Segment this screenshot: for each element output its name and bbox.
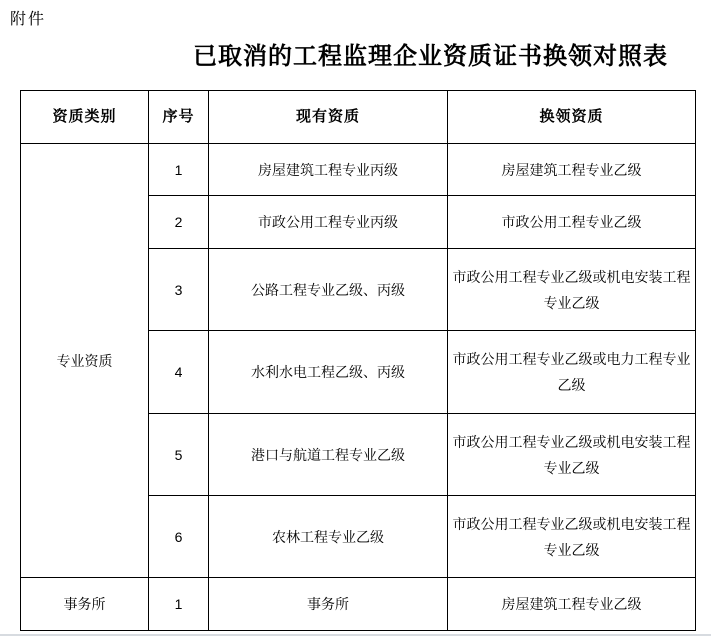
cell-seq: 5 — [149, 414, 209, 496]
cell-current: 水利水电工程乙级、丙级 — [209, 331, 448, 414]
header-cell-seq: 序号 — [149, 91, 209, 144]
attachment-label: 附件 — [10, 11, 47, 28]
category-cell-professional: 专业资质 — [21, 144, 149, 578]
cell-current: 房屋建筑工程专业丙级 — [209, 144, 448, 196]
cell-replacement: 房屋建筑工程专业乙级 — [448, 578, 696, 631]
cell-current: 港口与航道工程专业乙级 — [209, 414, 448, 496]
page-title: 已取消的工程监理企业资质证书换领对照表 — [193, 43, 668, 70]
cell-replacement: 市政公用工程专业乙级或电力工程专业乙级 — [448, 331, 696, 414]
cell-seq: 1 — [149, 144, 209, 196]
cell-seq: 4 — [149, 331, 209, 414]
cell-replacement: 市政公用工程专业乙级或机电安装工程专业乙级 — [448, 249, 696, 331]
cell-replacement: 市政公用工程专业乙级或机电安装工程专业乙级 — [448, 414, 696, 496]
category-cell-office: 事务所 — [21, 578, 149, 631]
header-cell-replacement: 换领资质 — [448, 91, 696, 144]
cell-replacement: 市政公用工程专业乙级或机电安装工程专业乙级 — [448, 496, 696, 578]
header-cell-category: 资质类别 — [21, 91, 149, 144]
header-cell-current: 现有资质 — [209, 91, 448, 144]
cell-seq: 6 — [149, 496, 209, 578]
cell-current: 农林工程专业乙级 — [209, 496, 448, 578]
cell-replacement: 市政公用工程专业乙级 — [448, 196, 696, 249]
table-row — [21, 144, 696, 196]
cell-seq: 1 — [149, 578, 209, 631]
page-edge-divider — [0, 634, 711, 636]
table-header-row — [21, 91, 696, 144]
table-row — [21, 578, 696, 631]
cell-current: 事务所 — [209, 578, 448, 631]
cell-replacement: 房屋建筑工程专业乙级 — [448, 144, 696, 196]
cell-current: 公路工程专业乙级、丙级 — [209, 249, 448, 331]
cell-current: 市政公用工程专业丙级 — [209, 196, 448, 249]
qualification-table — [20, 90, 696, 631]
cell-seq: 3 — [149, 249, 209, 331]
cell-seq: 2 — [149, 196, 209, 249]
